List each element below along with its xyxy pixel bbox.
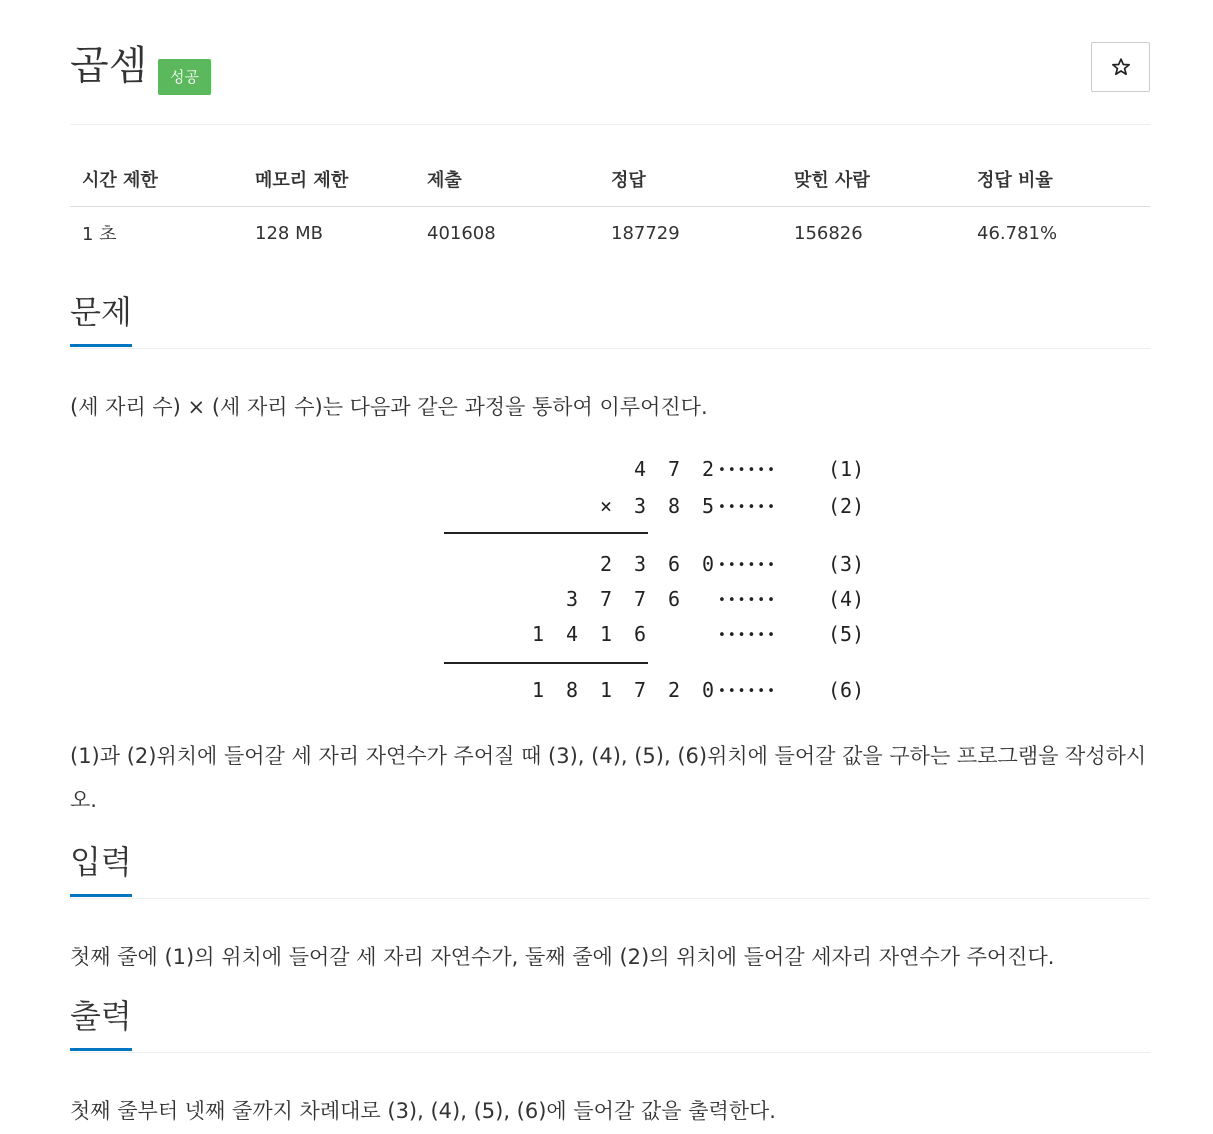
problem-section bbox=[70, 292, 1150, 429]
figure-digit: 1 bbox=[531, 622, 545, 646]
input-section-header bbox=[70, 842, 1150, 899]
figure-row-label: (2) bbox=[828, 494, 865, 518]
figure-digit: 2 bbox=[667, 678, 681, 702]
output-section-header bbox=[70, 996, 1150, 1053]
figure-digit: 7 bbox=[633, 587, 647, 611]
figure-digit: 3 bbox=[565, 587, 579, 611]
input-section-text: 첫째 줄에 (1)의 위치에 들어갈 세 자리 자연수가, 둘째 줄에 (2)의 위치에 들어갈 세자리 자연수가 주어진다. bbox=[70, 945, 1055, 969]
info-header-submissions: 제출 bbox=[415, 152, 599, 207]
problem-description-text: (1)과 (2)위치에 들어갈 세 자리 자연수가 주어질 때 (3), (4), (5), (6)위치에 들어갈 값을 구하는 프로그램을 작성하시오. bbox=[70, 744, 1147, 812]
figure-digit: 4 bbox=[565, 622, 579, 646]
info-value-accuracy: 46.781% bbox=[977, 222, 1058, 244]
info-value-row bbox=[70, 207, 1150, 260]
figure-multiply-sign: × bbox=[599, 494, 613, 518]
star-outline-icon bbox=[1111, 57, 1131, 77]
figure-dots: •••••• bbox=[718, 684, 777, 699]
problem-title: 곱셈 bbox=[70, 43, 148, 89]
figure-dots: •••••• bbox=[718, 628, 777, 643]
figure-dots: •••••• bbox=[718, 593, 777, 608]
input-section bbox=[70, 842, 1150, 979]
figure-digit: 1 bbox=[599, 678, 613, 702]
figure-digit: 2 bbox=[599, 552, 613, 576]
input-section-title: 입력 bbox=[70, 842, 132, 897]
output-section-title: 출력 bbox=[70, 996, 132, 1051]
figure-row-label: (4) bbox=[828, 587, 865, 611]
info-header-memory-limit: 메모리 제한 bbox=[243, 152, 415, 207]
figure-digit: 7 bbox=[667, 457, 681, 481]
figure-row-label: (3) bbox=[828, 552, 865, 576]
figure-digit: 7 bbox=[633, 678, 647, 702]
info-value-accepted[interactable]: 187729 bbox=[611, 222, 680, 244]
problem-description-block bbox=[70, 734, 1150, 822]
problem-page bbox=[70, 0, 1150, 1123]
figure-digit: 6 bbox=[633, 622, 647, 646]
figure-dots: •••••• bbox=[718, 558, 777, 573]
figure-digit: 7 bbox=[599, 587, 613, 611]
output-section-text: 첫째 줄부터 넷째 줄까지 차례대로 (3), (4), (5), (6)에 들어갈 값을 출력한다. bbox=[70, 1099, 776, 1123]
problem-info-table bbox=[70, 152, 1150, 259]
problem-intro-text: (세 자리 수) × (세 자리 수)는 다음과 같은 과정을 통하여 이루어진다. bbox=[70, 395, 708, 419]
figure-dots: •••••• bbox=[718, 463, 777, 478]
figure-digit: 1 bbox=[599, 622, 613, 646]
figure-digit: 8 bbox=[667, 494, 681, 518]
figure-digit: 3 bbox=[633, 494, 647, 518]
figure-dots: •••••• bbox=[718, 500, 777, 515]
problem-header bbox=[70, 0, 1150, 125]
info-header-row bbox=[70, 152, 1150, 207]
figure-digit: 6 bbox=[667, 552, 681, 576]
problem-section-header bbox=[70, 292, 1150, 349]
figure-digit: 2 bbox=[701, 457, 715, 481]
figure-digit: 5 bbox=[701, 494, 715, 518]
figure-row-label: (1) bbox=[828, 457, 865, 481]
info-header-accepted: 정답 bbox=[599, 152, 782, 207]
figure-digit: 0 bbox=[701, 552, 715, 576]
figure-digit: 8 bbox=[565, 678, 579, 702]
info-value-submissions[interactable]: 401608 bbox=[427, 222, 496, 244]
figure-digit: 0 bbox=[701, 678, 715, 702]
info-header-solved-users: 맞힌 사람 bbox=[782, 152, 965, 207]
figure-digit: 3 bbox=[633, 552, 647, 576]
info-header-accuracy: 정답 비율 bbox=[965, 152, 1150, 207]
figure-digit: 6 bbox=[667, 587, 681, 611]
figure-row-label: (6) bbox=[828, 678, 865, 702]
figure-digit: 1 bbox=[531, 678, 545, 702]
multiplication-figure-svg bbox=[444, 448, 865, 708]
favorite-button[interactable] bbox=[1091, 42, 1150, 92]
info-value-memory-limit: 128 MB bbox=[255, 222, 323, 244]
info-value-solved-users[interactable]: 156826 bbox=[794, 222, 863, 244]
output-section bbox=[70, 996, 1150, 1133]
figure-digit: 4 bbox=[633, 457, 647, 481]
info-value-time-limit: 1 초 bbox=[82, 224, 117, 245]
problem-section-title: 문제 bbox=[70, 292, 132, 347]
info-header-time-limit: 시간 제한 bbox=[70, 152, 243, 207]
result-badge[interactable]: 성공 bbox=[158, 59, 211, 95]
multiplication-figure bbox=[444, 448, 865, 708]
figure-row-label: (5) bbox=[828, 622, 865, 646]
